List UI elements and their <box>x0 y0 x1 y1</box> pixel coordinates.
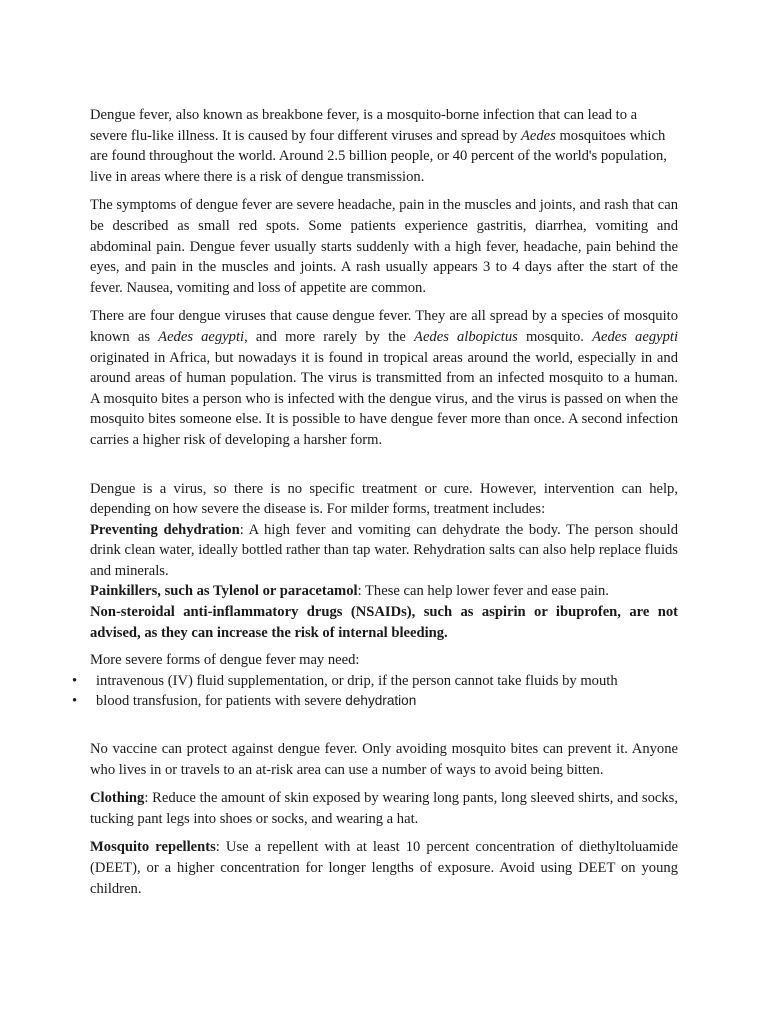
clothing-paragraph: Clothing: Reduce the amount of skin exposed by wearing long pants, long sleeved shirts, and socks, tucking pant legs into shoes or socks, and wearing a hat. <box>90 790 678 827</box>
list-item: • intravenous (IV) fluid supplementation, or drip, if the person cannot take fluids by mouth <box>90 671 678 692</box>
aedes-aegypti-name: Aedes aegypti <box>158 328 245 345</box>
repellents-label: Mosquito repellents <box>90 839 216 856</box>
document-page <box>72 105 679 899</box>
clothing-label: Clothing <box>90 790 145 807</box>
severe-treatment-list <box>72 671 678 712</box>
treatment-intro: Dengue is a virus, so there is no specific treatment or cure. However, intervention can help, depending on how severe the disease is. For milder forms, treatment includes: <box>90 480 678 518</box>
nsaids-warning: Non-steroidal anti-inflammatory drugs (NSAIDs), such as aspirin or ibuprofen, are not advised, as they can increase the risk of internal bleeding. <box>90 604 678 641</box>
aedes-albopictus-name: Aedes albopictus <box>414 328 518 345</box>
bullet-icon: • <box>72 672 78 689</box>
repellents-paragraph: Mosquito repellents: Use a repellent with at least 10 percent concentration of diethyltoluamide (DEET), or a higher concentration for longer lengths of exposure. Avoid using DEET on young children. <box>90 839 678 897</box>
dehydration-paragraph: Preventing dehydration: A high fever and vomiting can dehydrate the body. The person should drink clean water, ideally bottled rather than tap water. Rehydration salts can also help replace fluids and minerals. <box>90 521 679 579</box>
viruses-paragraph: There are four dengue viruses that cause dengue fever. They are all spread by a species of mosquito known as Aedes aegypti, and more rarely by the Aedes albopictus mosquito. Aedes aegypti originated in Africa, but nowadays it is found in tropical areas around the world, especially in and around areas of human population. The virus is transmitted from an infected mosquito to a human. A mosquito bites a person who is infected with the dengue virus, and the virus is passed on when the mosquito bites someone else. It is possible to have dengue fever more than once. A second infection carries a higher risk of developing a harsher form. <box>90 308 678 448</box>
dehydration-link-text: dehydration <box>345 693 417 709</box>
dehydration-label: Preventing dehydration <box>90 521 240 538</box>
intro-paragraph: Dengue fever, also known as breakbone fever, is a mosquito-borne infection that can lead to a severe flu-like illness. It is caused by four different viruses and spread by Aedes mosquitoes which are found throughout the world. Around 2.5 billion people, or 40 percent of the world's population, live in areas where there is a risk of dengue transmission. <box>90 107 667 185</box>
symptoms-paragraph: The symptoms of dengue fever are severe headache, pain in the muscles and joints, and rash that can be described as small red spots. Some patients experience gastritis, diarrhea, vomiting and abdominal pain. Dengue fever usually starts suddenly with a high fever, headache, pain behind the eyes, and pain in the muscles and joints. A rash usually appears 3 to 4 days after the start of the fever. Nausea, vomiting and loss of appetite are common. <box>90 197 678 296</box>
aedes-aegypti-name-2: Aedes aegypti <box>592 328 678 345</box>
bullet-icon: • <box>72 693 78 710</box>
painkillers-paragraph: Painkillers, such as Tylenol or paracetamol: These can help lower fever and ease pain. <box>90 583 609 600</box>
prevention-intro: No vaccine can protect against dengue fever. Only avoiding mosquito bites can prevent it. Anyone who lives in or travels to an at-risk area can use a number of ways to avoid being bitten. <box>90 741 678 778</box>
severe-intro: More severe forms of dengue fever may need: <box>90 652 360 669</box>
aedes-genus: Aedes <box>520 127 556 144</box>
list-item: • blood transfusion, for patients with severe dehydration <box>90 691 678 712</box>
painkillers-label: Painkillers, such as Tylenol or paracetamol <box>90 583 358 600</box>
